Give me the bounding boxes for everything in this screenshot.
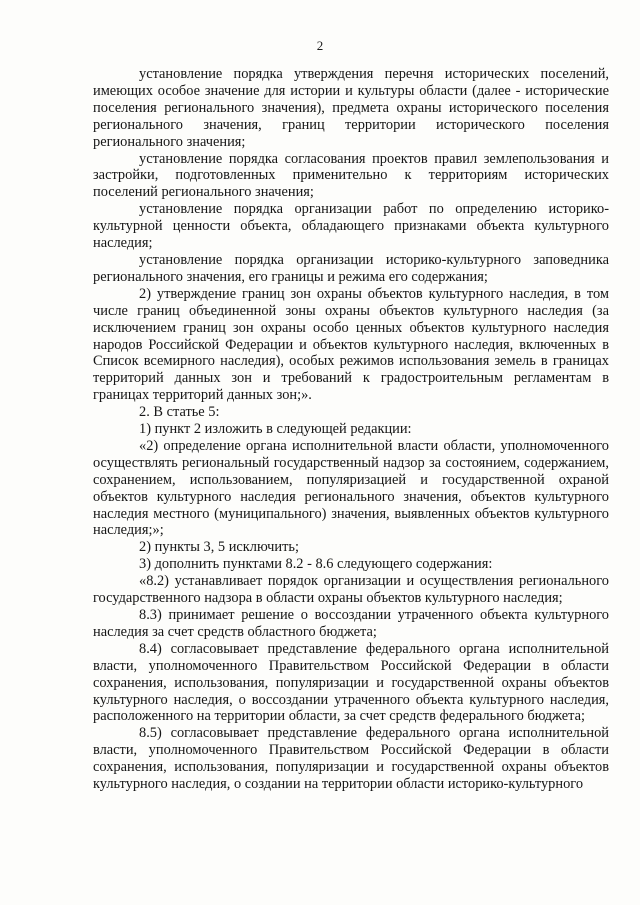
paragraph-protection-zones: 2) утверждение границ зон охраны объектов культурного наследия, в том числе границ объединенной зоны охраны объектов культурного наследия (за исключением границ зон охраны особо ценных объектов культурного наследия народов Российской Федерации и объектов культурного наследия, включенных в Список всемирного наследия), особых режимов использования земель в границах территорий данных зон и требований к градостроительным регламентам в границах территорий данных зон;». xyxy=(93,285,609,404)
paragraph-historic-settlements-list: установление порядка утверждения перечня исторических поселений, имеющих особое значение для истории и культуры области (далее - исторические поселения регионального значения), предмета охраны исторического поселения регионального значения, границ территории исторического поселения регионального значения; xyxy=(93,66,609,150)
paragraph-item-2-text: «2) определение органа исполнительной власти области, уполномоченного осуществлять региональный государственный надзор за состоянием, содержанием, сохранением, использованием, популяризацией и государственной охраной объектов культурного наследия регионального значения, объектов культурного наследия местного (муниципального) значения, выявленных объектов культурного наследия;»; xyxy=(93,437,609,539)
paragraph-article-5-heading: 2. В статье 5: xyxy=(139,404,220,421)
paragraph-land-use-rules-approval: установление порядка согласования проектов правил землепользования и застройки, подготовленных применительно к территориям исторических поселений регионального значения; xyxy=(93,150,609,201)
paragraph-item-8-2: «8.2) устанавливает порядок организации и осуществления регионального государственного надзора в области охраны объектов культурного наследия; xyxy=(93,573,609,607)
paragraph-item-8-4: 8.4) согласовывает представление федерального органа исполнительной власти, уполномоченного Правительством Российской Федерации в области сохранения, использования, популяризации и государственной охраны объектов культурного наследия, о воссоздании утраченного объекта культурного наследия, расположенного на территории области, за счет средств федерального бюджета; xyxy=(93,640,609,725)
paragraph-cultural-value-works: установление порядка организации работ по определению историко-культурной ценности объекта, обладающего признаками объекта культурного наследия; xyxy=(93,201,609,252)
document-body xyxy=(93,66,609,793)
paragraph-item-8-5: 8.5) согласовывает представление федерального органа исполнительной власти, уполномоченного Правительством Российской Федерации в области сохранения, использования, популяризации и государственной охраны объектов культурного наследия, о создании на территории области историко-культурного xyxy=(93,725,609,793)
paragraph-items-addition: 3) дополнить пунктами 8.2 - 8.6 следующего содержания: xyxy=(139,556,493,573)
paragraph-reserve-organization: установление порядка организации историко-культурного заповедника регионального значения, его границы и режима его содержания; xyxy=(93,251,609,285)
paragraph-item-8-3: 8.3) принимает решение о воссоздании утраченного объекта культурного наследия за счет средств областного бюджета; xyxy=(93,607,609,640)
paragraph-item-2-amendment: 1) пункт 2 изложить в следующей редакции: xyxy=(139,421,412,438)
paragraph-items-exclusion: 2) пункты 3, 5 исключить; xyxy=(139,539,299,556)
page-number: 2 xyxy=(316,38,324,53)
